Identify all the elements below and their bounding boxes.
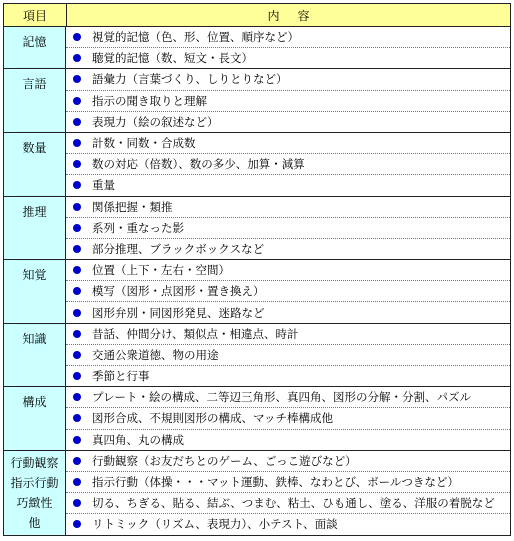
category-label: 指示行動 <box>10 475 59 490</box>
table-group <box>4 260 510 324</box>
bullet-icon <box>73 266 81 274</box>
category-cell <box>4 260 66 323</box>
category-label: 数量 <box>22 140 47 155</box>
bullet-icon <box>73 414 81 422</box>
item-text: 視覚的記憶（色、形、位置、順序など） <box>92 30 299 45</box>
category-cell <box>4 387 66 450</box>
item-text: 昔話、仲間分け、類似点・相違点、時計 <box>92 326 299 341</box>
list-item <box>66 218 510 239</box>
list-item <box>66 472 510 493</box>
list-item <box>66 133 510 154</box>
list-item <box>66 387 510 408</box>
bullet-icon <box>73 499 81 507</box>
table-group <box>4 451 510 535</box>
list-item <box>66 175 510 195</box>
item-text: 計数・同数・合成数 <box>92 136 196 151</box>
header-content: 内容 <box>267 8 328 23</box>
list-item <box>66 27 510 48</box>
bullet-icon <box>73 245 81 253</box>
item-text: 季節と行事 <box>92 369 150 384</box>
item-text: 表現力（絵の叙述など） <box>92 114 219 129</box>
header-category: 項目 <box>4 4 67 26</box>
bullet-icon <box>73 160 81 168</box>
table-group <box>4 27 510 69</box>
bullet-icon <box>73 203 81 211</box>
item-list <box>66 260 510 323</box>
item-text: リトミック（リズム、表現力）、小テスト、面談 <box>92 517 338 532</box>
category-label: 構成 <box>22 395 47 410</box>
table-header <box>4 4 510 27</box>
item-list <box>66 27 510 68</box>
category-label: 知識 <box>22 331 47 346</box>
item-text: 図形合成、不規則図形の構成、マッチ棒構成他 <box>92 411 334 426</box>
item-text: 聴覚的記憶（数、短文・長文） <box>92 51 253 66</box>
category-label: 巧緻性 <box>16 495 53 510</box>
list-item <box>66 260 510 281</box>
item-text: 語彙力（言葉づくり、しりとりなど） <box>92 72 288 87</box>
list-item <box>66 408 510 429</box>
list-item <box>66 69 510 90</box>
category-cell <box>4 69 66 132</box>
bullet-icon <box>73 54 81 62</box>
item-list <box>66 69 510 132</box>
bullet-icon <box>73 372 81 380</box>
bullet-icon <box>73 436 81 444</box>
bullet-icon <box>73 118 81 126</box>
category-cell <box>4 133 66 196</box>
item-list <box>66 451 510 535</box>
item-text: 指示行動（体操・・・マット運動、鉄棒、なわとび、ボールつきなど） <box>92 475 459 490</box>
bullet-icon <box>73 139 81 147</box>
list-item <box>66 197 510 218</box>
list-item <box>66 239 510 259</box>
bullet-icon <box>73 224 81 232</box>
bullet-icon <box>73 351 81 359</box>
item-text: 系列・重なった影 <box>92 220 184 235</box>
item-text: 行動観察（お友だちとのゲーム、ごっこ遊びなど） <box>92 453 357 468</box>
table-body <box>4 27 510 535</box>
category-label: 行動観察 <box>10 455 59 470</box>
bullet-icon <box>73 33 81 41</box>
list-item <box>66 324 510 345</box>
category-cell <box>4 27 66 68</box>
item-text: 位置（上下・左右・空間） <box>92 263 230 278</box>
list-item <box>66 281 510 302</box>
list-item <box>66 302 510 322</box>
category-label: 記憶 <box>22 35 47 49</box>
item-text: 重量 <box>92 178 115 193</box>
table-group <box>4 197 510 261</box>
category-cell <box>4 197 66 260</box>
list-item <box>66 430 510 450</box>
item-list <box>66 133 510 196</box>
item-text: 交通公衆道徳、物の用途 <box>92 347 219 362</box>
item-text: プレート・絵の構成、二等辺三角形、真四角、図形の分解・分割、パズル <box>92 390 472 405</box>
item-text: 指示の聞き取りと理解 <box>92 93 207 108</box>
table-group <box>4 69 510 133</box>
list-item <box>66 366 510 386</box>
list-item <box>66 48 510 68</box>
category-label: 言語 <box>22 77 47 92</box>
table-group <box>4 133 510 197</box>
item-text: 部分推理、ブラックボックスなど <box>92 241 265 256</box>
bullet-icon <box>73 97 81 105</box>
list-item <box>66 91 510 112</box>
list-item <box>66 154 510 175</box>
category-cell <box>4 451 66 535</box>
category-cell <box>4 324 66 387</box>
category-label: 他 <box>28 515 41 530</box>
bullet-icon <box>73 478 81 486</box>
bullet-icon <box>73 309 81 317</box>
item-list <box>66 387 510 450</box>
table-group <box>4 324 510 388</box>
item-text: 真四角、丸の構成 <box>92 432 184 447</box>
item-text: 関係把握・類推 <box>92 199 173 214</box>
list-item <box>66 112 510 132</box>
list-item <box>66 514 510 534</box>
bullet-icon <box>73 181 81 189</box>
bullet-icon <box>73 75 81 83</box>
list-item <box>66 451 510 472</box>
category-label: 推理 <box>22 204 47 219</box>
item-text: 模写（図形・点図形・置き換え） <box>92 284 265 299</box>
bullet-icon <box>73 330 81 338</box>
category-label: 知覚 <box>22 268 47 283</box>
bullet-icon <box>73 393 81 401</box>
curriculum-table <box>3 3 511 536</box>
item-list <box>66 324 510 387</box>
list-item <box>66 345 510 366</box>
list-item <box>66 493 510 514</box>
item-text: 図形弁別・同図形発見、迷路など <box>92 305 265 320</box>
item-text: 切る、ちぎる、貼る、結ぶ、つまむ、粘土、ひも通し、塗る、洋服の着脱など <box>92 496 495 511</box>
item-text: 数の対応（倍数）、数の多少、加算・減算 <box>92 157 305 172</box>
bullet-icon <box>73 520 81 528</box>
table-group <box>4 387 510 451</box>
bullet-icon <box>73 457 81 465</box>
item-list <box>66 197 510 260</box>
bullet-icon <box>73 287 81 295</box>
